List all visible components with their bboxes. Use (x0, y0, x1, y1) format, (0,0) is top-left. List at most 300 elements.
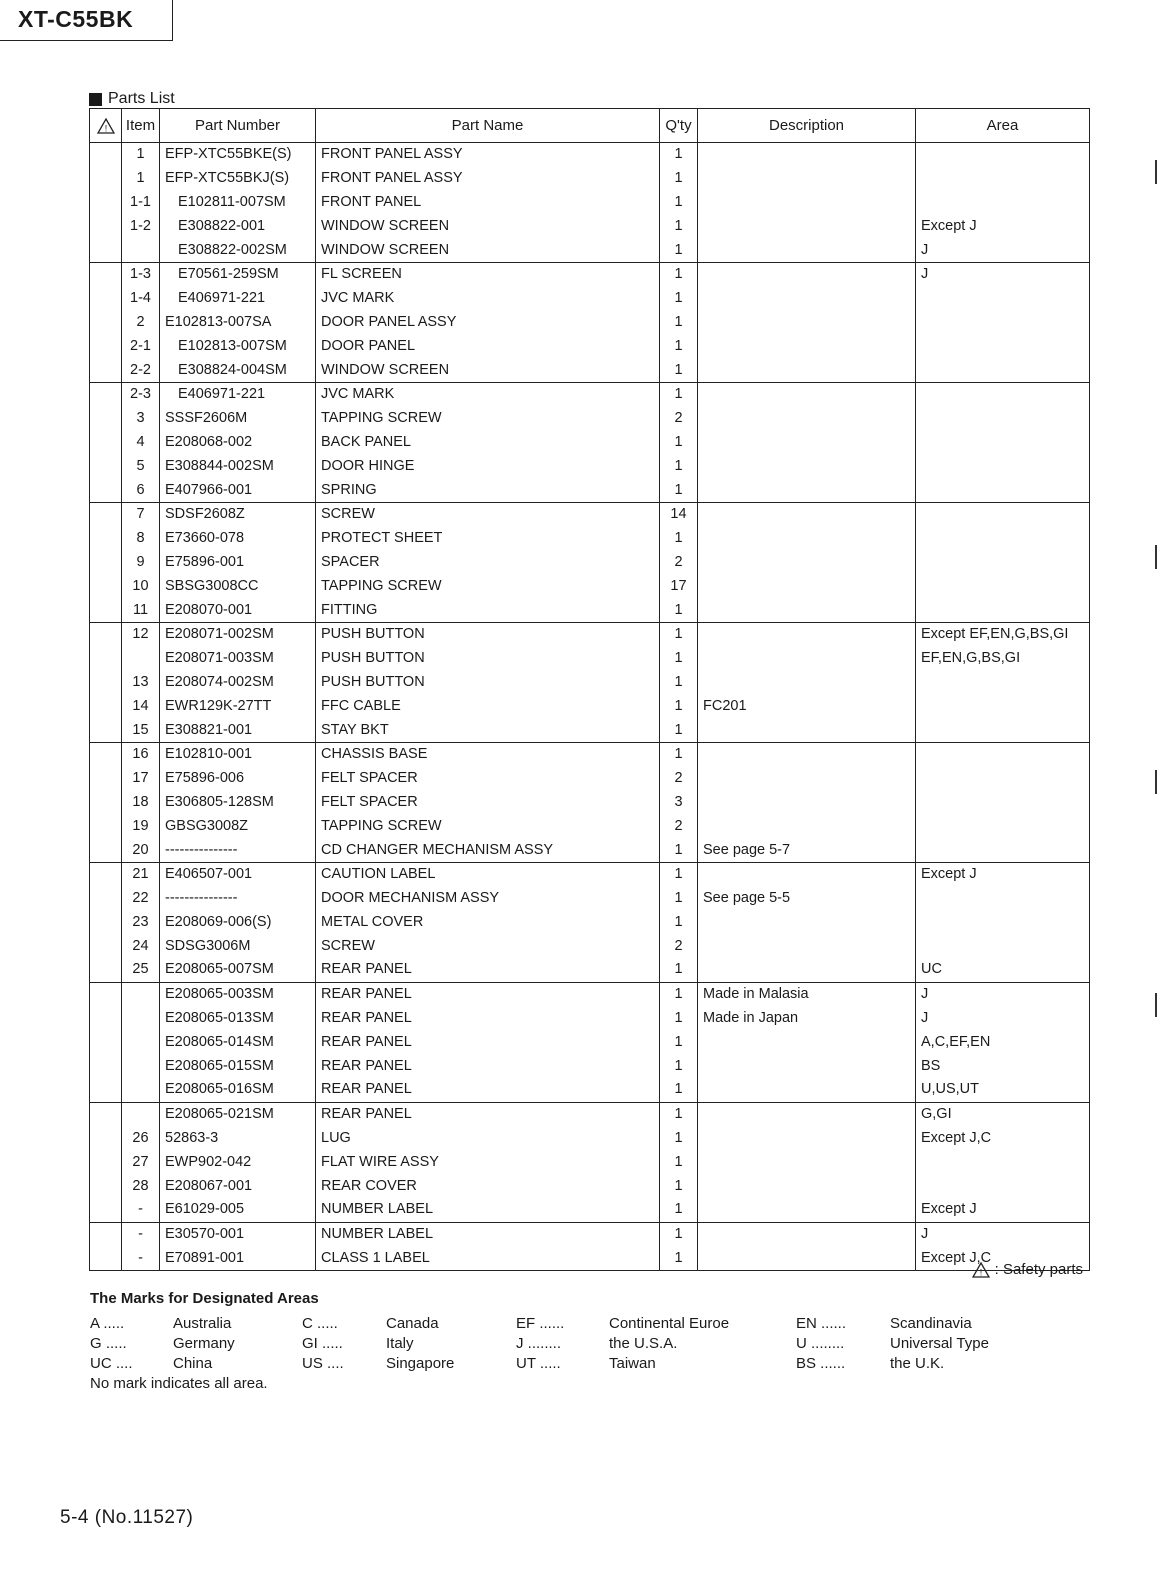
qty-cell: 2 (660, 767, 698, 791)
part-number-cell: E308824-004SM (160, 358, 316, 382)
description-cell (698, 478, 916, 502)
table-row (90, 1198, 1090, 1222)
area-cell (916, 814, 1090, 838)
part-name-cell: REAR PANEL (316, 1078, 660, 1102)
safety-cell (90, 671, 122, 695)
table-row (90, 1247, 1090, 1271)
part-name-cell: SPACER (316, 551, 660, 575)
part-number-cell: SBSG3008CC (160, 574, 316, 598)
table-row (90, 431, 1090, 455)
part-name-cell: FITTING (316, 598, 660, 622)
legend-code: U ........ (796, 1335, 845, 1352)
safety-cell (90, 1222, 122, 1246)
area-cell (916, 767, 1090, 791)
area-cell (916, 742, 1090, 766)
part-name-cell: FRONT PANEL (316, 191, 660, 215)
qty-cell: 14 (660, 502, 698, 526)
qty-cell: 1 (660, 1127, 698, 1151)
area-cell: Except J (916, 1198, 1090, 1222)
qty-cell: 1 (660, 671, 698, 695)
item-cell (122, 982, 160, 1006)
item-cell: 13 (122, 671, 160, 695)
legend-code: A ..... (90, 1315, 125, 1332)
part-number-cell: --------------- (160, 838, 316, 862)
description-cell: See page 5-5 (698, 887, 916, 911)
item-cell: 12 (122, 622, 160, 646)
svg-text:!: ! (104, 123, 107, 133)
description-cell (698, 143, 916, 167)
legend-code: C ..... (302, 1315, 338, 1332)
part-name-cell: PUSH BUTTON (316, 647, 660, 671)
description-column-header: Description (698, 109, 916, 143)
part-name-cell: REAR PANEL (316, 1102, 660, 1126)
table-row (90, 551, 1090, 575)
description-cell (698, 718, 916, 742)
part-number-cell: EWP902-042 (160, 1150, 316, 1174)
part-number-cell: E75896-001 (160, 551, 316, 575)
description-cell (698, 1030, 916, 1054)
item-cell: - (122, 1198, 160, 1222)
table-row (90, 1054, 1090, 1078)
description-cell (698, 647, 916, 671)
area-cell (916, 454, 1090, 478)
area-cell (916, 311, 1090, 335)
part-name-cell: NUMBER LABEL (316, 1198, 660, 1222)
legend-code: BS ...... (796, 1355, 846, 1372)
qty-cell: 1 (660, 311, 698, 335)
binding-mark (1155, 770, 1157, 794)
part-number-cell: EFP-XTC55BKJ(S) (160, 167, 316, 191)
table-row (90, 791, 1090, 815)
part-number-cell: E208065-016SM (160, 1078, 316, 1102)
part-number-cell: E308844-002SM (160, 454, 316, 478)
warning-triangle-icon (972, 1262, 990, 1278)
part-number-cell: E73660-078 (160, 527, 316, 551)
qty-cell: 3 (660, 791, 698, 815)
table-row (90, 167, 1090, 191)
area-cell (916, 191, 1090, 215)
part-number-cell: E208065-003SM (160, 982, 316, 1006)
part-number-cell: E406971-221 (160, 287, 316, 311)
part-number-cell: E102810-001 (160, 742, 316, 766)
safety-column-header (90, 109, 122, 143)
description-cell (698, 1247, 916, 1271)
qty-cell: 1 (660, 887, 698, 911)
area-cell: Except J,C (916, 1247, 1090, 1271)
legend-code: US .... (302, 1355, 344, 1372)
description-cell (698, 527, 916, 551)
item-cell: 2-2 (122, 358, 160, 382)
part-name-cell: CLASS 1 LABEL (316, 1247, 660, 1271)
model-title: XT-C55BK (18, 6, 134, 32)
legend-area-name: Scandinavia (890, 1315, 972, 1332)
qty-cell: 17 (660, 574, 698, 598)
area-cell (916, 502, 1090, 526)
item-cell: 1-2 (122, 214, 160, 238)
qty-cell: 1 (660, 214, 698, 238)
part-name-cell: TAPPING SCREW (316, 574, 660, 598)
item-cell: 1-1 (122, 191, 160, 215)
item-cell (122, 647, 160, 671)
qty-cell: 1 (660, 911, 698, 935)
safety-cell (90, 167, 122, 191)
safety-cell (90, 862, 122, 886)
item-cell: 25 (122, 958, 160, 982)
table-row (90, 358, 1090, 382)
description-cell (698, 767, 916, 791)
part-number-cell: E61029-005 (160, 1198, 316, 1222)
description-cell (698, 1150, 916, 1174)
area-cell: U,US,UT (916, 1078, 1090, 1102)
qty-cell: 1 (660, 1030, 698, 1054)
description-cell: Made in Japan (698, 1007, 916, 1031)
safety-cell (90, 934, 122, 958)
legend-code: G ..... (90, 1335, 127, 1352)
part-name-cell: STAY BKT (316, 718, 660, 742)
part-number-cell: E208070-001 (160, 598, 316, 622)
part-number-cell: 52863-3 (160, 1127, 316, 1151)
part-name-cell: DOOR MECHANISM ASSY (316, 887, 660, 911)
item-cell: 17 (122, 767, 160, 791)
table-row (90, 982, 1090, 1006)
qty-cell: 1 (660, 143, 698, 167)
item-cell: - (122, 1247, 160, 1271)
part-name-cell: REAR PANEL (316, 1030, 660, 1054)
item-cell: 10 (122, 574, 160, 598)
area-cell (916, 671, 1090, 695)
qty-cell: 1 (660, 334, 698, 358)
area-cell: UC (916, 958, 1090, 982)
safety-cell (90, 502, 122, 526)
table-row (90, 238, 1090, 262)
description-cell (698, 742, 916, 766)
part-name-cell: TAPPING SCREW (316, 814, 660, 838)
item-cell: 24 (122, 934, 160, 958)
legend-code: UC .... (90, 1355, 133, 1372)
description-cell (698, 454, 916, 478)
legend-area-name: Singapore (386, 1355, 455, 1372)
part-number-cell: E208074-002SM (160, 671, 316, 695)
part-number-cell: E30570-001 (160, 1222, 316, 1246)
qty-cell: 2 (660, 407, 698, 431)
table-row (90, 214, 1090, 238)
part-number-cell: E208071-002SM (160, 622, 316, 646)
description-cell (698, 791, 916, 815)
warning-triangle-icon (97, 118, 115, 134)
table-row (90, 143, 1090, 167)
safety-cell (90, 742, 122, 766)
description-cell (698, 334, 916, 358)
description-cell (698, 287, 916, 311)
qty-cell: 1 (660, 382, 698, 406)
item-cell: 5 (122, 454, 160, 478)
part-number-cell: E70561-259SM (160, 262, 316, 286)
part-number-cell: SDSG3006M (160, 934, 316, 958)
qty-cell: 1 (660, 1102, 698, 1126)
part-number-cell: E102813-007SA (160, 311, 316, 335)
area-cell (916, 887, 1090, 911)
item-column-header: Item (122, 109, 160, 143)
safety-cell (90, 478, 122, 502)
table-row (90, 694, 1090, 718)
qty-cell: 1 (660, 1247, 698, 1271)
table-row (90, 334, 1090, 358)
safety-cell (90, 598, 122, 622)
part-number-cell: E208069-006(S) (160, 911, 316, 935)
qty-cell: 1 (660, 622, 698, 646)
part-name-cell: PUSH BUTTON (316, 671, 660, 695)
safety-cell (90, 527, 122, 551)
part-number-cell: E70891-001 (160, 1247, 316, 1271)
safety-cell (90, 143, 122, 167)
safety-cell (90, 1102, 122, 1126)
item-cell: 20 (122, 838, 160, 862)
part-name-column-header: Part Name (316, 109, 660, 143)
legend-title: The Marks for Designated Areas (90, 1290, 319, 1307)
safety-cell (90, 454, 122, 478)
part-name-cell: FELT SPACER (316, 767, 660, 791)
svg-text:!: ! (979, 1267, 982, 1277)
qty-cell: 1 (660, 478, 698, 502)
table-row (90, 1174, 1090, 1198)
item-cell: 1 (122, 143, 160, 167)
item-cell: 2-3 (122, 382, 160, 406)
item-cell (122, 1078, 160, 1102)
part-number-cell: SSSF2606M (160, 407, 316, 431)
item-cell (122, 238, 160, 262)
area-cell: J (916, 1222, 1090, 1246)
table-row (90, 671, 1090, 695)
legend-area-name: Universal Type (890, 1335, 989, 1352)
legend-code: EN ...... (796, 1315, 847, 1332)
part-number-column-header: Part Number (160, 109, 316, 143)
part-number-cell: E75896-006 (160, 767, 316, 791)
description-cell (698, 814, 916, 838)
area-cell (916, 551, 1090, 575)
area-cell (916, 838, 1090, 862)
safety-cell (90, 694, 122, 718)
description-cell (698, 167, 916, 191)
legend-code: UT ..... (516, 1355, 561, 1372)
safety-cell (90, 1078, 122, 1102)
part-name-cell: FFC CABLE (316, 694, 660, 718)
safety-note-text: : Safety parts (994, 1261, 1083, 1278)
legend-area-name: Germany (173, 1335, 235, 1352)
table-row (90, 574, 1090, 598)
description-cell (698, 574, 916, 598)
part-name-cell: REAR PANEL (316, 1007, 660, 1031)
item-cell: 18 (122, 791, 160, 815)
safety-cell (90, 791, 122, 815)
part-number-cell: E102811-007SM (160, 191, 316, 215)
model-header-box (0, 0, 173, 41)
area-cell: Except J (916, 862, 1090, 886)
part-name-cell: REAR PANEL (316, 982, 660, 1006)
table-header-row (90, 109, 1090, 143)
part-number-cell: E208065-013SM (160, 1007, 316, 1031)
item-cell (122, 1054, 160, 1078)
item-cell: 14 (122, 694, 160, 718)
legend-area-name: Canada (386, 1315, 439, 1332)
area-cell (916, 287, 1090, 311)
area-cell (916, 718, 1090, 742)
description-cell: Made in Malasia (698, 982, 916, 1006)
binding-mark (1155, 993, 1157, 1017)
safety-cell (90, 958, 122, 982)
part-number-cell: --------------- (160, 887, 316, 911)
description-cell (698, 1222, 916, 1246)
legend-code: EF ...... (516, 1315, 565, 1332)
part-name-cell: DOOR HINGE (316, 454, 660, 478)
legend-area-name: the U.K. (890, 1355, 945, 1372)
safety-cell (90, 718, 122, 742)
item-cell: 1-3 (122, 262, 160, 286)
safety-cell (90, 238, 122, 262)
description-cell (698, 311, 916, 335)
qty-cell: 1 (660, 718, 698, 742)
table-row (90, 742, 1090, 766)
part-number-cell: E308821-001 (160, 718, 316, 742)
table-row (90, 1078, 1090, 1102)
area-cell (916, 791, 1090, 815)
part-name-cell: DOOR PANEL (316, 334, 660, 358)
part-name-cell: JVC MARK (316, 382, 660, 406)
area-cell: G,GI (916, 1102, 1090, 1126)
item-cell: 22 (122, 887, 160, 911)
table-row (90, 287, 1090, 311)
description-cell (698, 214, 916, 238)
safety-cell (90, 767, 122, 791)
safety-note (972, 1261, 1083, 1278)
description-cell: See page 5-7 (698, 838, 916, 862)
legend-area-name: Continental Euroe (609, 1315, 730, 1332)
table-row (90, 838, 1090, 862)
item-cell: 9 (122, 551, 160, 575)
part-number-cell: E308822-001 (160, 214, 316, 238)
safety-cell (90, 814, 122, 838)
binding-mark (1155, 160, 1157, 184)
area-cell (916, 911, 1090, 935)
part-name-cell: FELT SPACER (316, 791, 660, 815)
description-cell (698, 262, 916, 286)
safety-cell (90, 911, 122, 935)
table-row (90, 262, 1090, 286)
safety-cell (90, 431, 122, 455)
area-cell (916, 431, 1090, 455)
table-row (90, 311, 1090, 335)
qty-cell: 1 (660, 454, 698, 478)
item-cell: - (122, 1222, 160, 1246)
area-cell: A,C,EF,EN (916, 1030, 1090, 1054)
safety-cell (90, 1127, 122, 1151)
qty-cell: 2 (660, 551, 698, 575)
part-name-cell: REAR PANEL (316, 958, 660, 982)
area-cell (916, 167, 1090, 191)
safety-cell (90, 1174, 122, 1198)
qty-cell: 1 (660, 431, 698, 455)
area-cell (916, 407, 1090, 431)
area-cell (916, 334, 1090, 358)
part-name-cell: SCREW (316, 934, 660, 958)
area-cell: J (916, 982, 1090, 1006)
description-cell (698, 382, 916, 406)
description-cell (698, 911, 916, 935)
safety-cell (90, 622, 122, 646)
area-cell (916, 694, 1090, 718)
part-name-cell: REAR PANEL (316, 1054, 660, 1078)
part-name-cell: TAPPING SCREW (316, 407, 660, 431)
legend-code: GI ..... (302, 1335, 343, 1352)
qty-cell: 1 (660, 1007, 698, 1031)
safety-cell (90, 1150, 122, 1174)
legend-area-name: the U.S.A. (609, 1335, 678, 1352)
table-row (90, 647, 1090, 671)
part-name-cell: CAUTION LABEL (316, 862, 660, 886)
safety-cell (90, 262, 122, 286)
table-row (90, 1102, 1090, 1126)
description-cell (698, 407, 916, 431)
item-cell: 6 (122, 478, 160, 502)
table-row (90, 1030, 1090, 1054)
item-cell: 27 (122, 1150, 160, 1174)
table-row (90, 598, 1090, 622)
item-cell (122, 1030, 160, 1054)
table-row (90, 767, 1090, 791)
item-cell: 3 (122, 407, 160, 431)
area-cell (916, 934, 1090, 958)
table-row (90, 887, 1090, 911)
part-name-cell: WINDOW SCREEN (316, 358, 660, 382)
safety-cell (90, 574, 122, 598)
description-cell (698, 551, 916, 575)
table-row (90, 478, 1090, 502)
safety-cell (90, 1007, 122, 1031)
table-row (90, 191, 1090, 215)
part-name-cell: METAL COVER (316, 911, 660, 935)
area-column-header: Area (916, 109, 1090, 143)
area-cell (916, 143, 1090, 167)
part-number-cell: GBSG3008Z (160, 814, 316, 838)
description-cell (698, 1078, 916, 1102)
area-cell: J (916, 238, 1090, 262)
filled-square-icon (89, 93, 102, 106)
legend-area-name: Taiwan (609, 1355, 656, 1372)
qty-cell: 1 (660, 167, 698, 191)
safety-cell (90, 1198, 122, 1222)
area-cell (916, 574, 1090, 598)
qty-cell: 1 (660, 287, 698, 311)
safety-cell (90, 407, 122, 431)
description-cell (698, 622, 916, 646)
qty-cell: 1 (660, 647, 698, 671)
description-cell (698, 238, 916, 262)
part-name-cell: REAR COVER (316, 1174, 660, 1198)
table-row (90, 934, 1090, 958)
safety-cell (90, 1054, 122, 1078)
qty-cell: 1 (660, 838, 698, 862)
qty-cell: 2 (660, 934, 698, 958)
description-cell (698, 958, 916, 982)
area-cell: Except J,C (916, 1127, 1090, 1151)
qty-cell: 1 (660, 598, 698, 622)
part-name-cell: NUMBER LABEL (316, 1222, 660, 1246)
table-row (90, 958, 1090, 982)
part-number-cell: SDSF2608Z (160, 502, 316, 526)
item-cell: 2-1 (122, 334, 160, 358)
safety-cell (90, 982, 122, 1006)
qty-cell: 1 (660, 862, 698, 886)
area-cell (916, 382, 1090, 406)
